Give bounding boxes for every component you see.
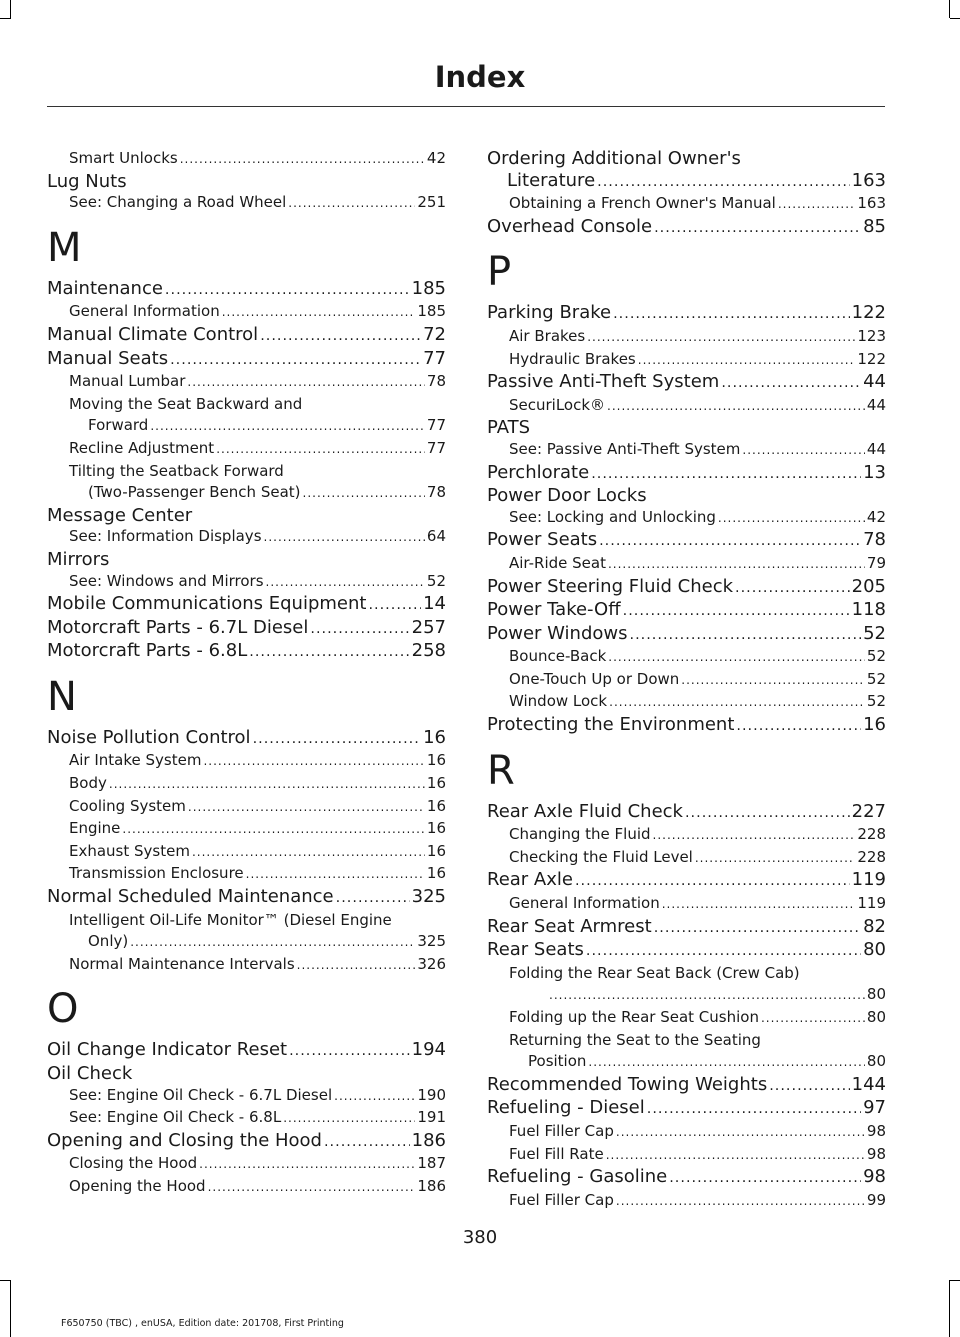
- index-subentry[interactable]: [47, 1107, 446, 1130]
- entry-label: Maintenance: [47, 277, 163, 299]
- index-subentry[interactable]: [487, 439, 886, 462]
- dot-leader: [586, 941, 861, 963]
- page-ref: 325: [411, 886, 446, 908]
- page-ref: 16: [426, 796, 446, 815]
- entry-label: Opening the Hood: [69, 1176, 206, 1195]
- index-entry[interactable]: [487, 576, 886, 600]
- entry-label: Forward: [88, 416, 149, 435]
- page-ref: 42: [426, 149, 446, 167]
- dot-leader: [222, 302, 416, 324]
- index-subentry[interactable]: [47, 750, 446, 773]
- entry-label: Motorcraft Parts - 6.7L Diesel: [47, 616, 309, 638]
- index-subentry[interactable]: [47, 482, 446, 505]
- entry-label: Engine: [69, 819, 121, 838]
- dot-leader: [266, 572, 425, 594]
- entry-label: Passive Anti-Theft System: [487, 371, 720, 393]
- index-subentry[interactable]: [487, 1051, 886, 1074]
- page-ref: 80: [863, 939, 886, 961]
- entry-label: See: Locking and Unlocking: [509, 507, 716, 526]
- entry-label: Fuel Fill Rate: [509, 1144, 604, 1163]
- index-entry[interactable]: [487, 529, 886, 553]
- entry-label: Checking the Fluid Level: [509, 847, 693, 866]
- index-entry[interactable]: [487, 916, 886, 940]
- entry-label: See: Changing a Road Wheel: [69, 193, 287, 212]
- dot-leader: [130, 932, 415, 954]
- section-letter: O: [47, 986, 79, 1033]
- index-entry[interactable]: [47, 617, 446, 641]
- dot-leader: [608, 647, 865, 669]
- index-subentry[interactable]: [47, 931, 446, 954]
- index-subentry[interactable]: [487, 507, 886, 530]
- dot-leader: [591, 464, 861, 486]
- entry-label: See: Engine Oil Check - 6.7L Diesel: [69, 1085, 333, 1104]
- entry-label: Normal Scheduled Maintenance: [47, 886, 334, 908]
- entry-label: Manual Seats: [47, 347, 169, 369]
- entry-label: See: Engine Oil Check - 6.8L: [69, 1108, 282, 1127]
- section-letter: N: [47, 673, 77, 720]
- page-ref: 77: [426, 438, 446, 457]
- dot-leader: [208, 1177, 416, 1199]
- crop-mark: [0, 1280, 11, 1281]
- crop-mark: [10, 0, 11, 18]
- page-ref: 64: [426, 527, 446, 546]
- index-heading: Ordering Additional Owner's: [487, 148, 741, 169]
- page-ref: 191: [417, 1108, 446, 1127]
- dot-leader: [549, 985, 865, 1007]
- page-ref: 98: [866, 1144, 886, 1163]
- page-ref: 16: [426, 864, 446, 883]
- page-ref: 13: [863, 461, 886, 483]
- page-ref: 163: [857, 194, 886, 213]
- section-letter: P: [487, 249, 512, 296]
- entry-label: Cooling System: [69, 796, 186, 815]
- dot-leader: [736, 716, 861, 738]
- index-entry[interactable]: [487, 801, 886, 825]
- index-subentry[interactable]: [47, 1085, 446, 1108]
- entry-label: Mobile Communications Equipment: [47, 593, 367, 615]
- entry-label: Refueling - Gasoline: [487, 1166, 668, 1188]
- page-ref: 78: [426, 372, 446, 391]
- dot-leader: [718, 508, 865, 530]
- page-ref: 119: [851, 869, 886, 891]
- page-ref: 16: [423, 726, 446, 748]
- dot-leader: [609, 692, 865, 714]
- page-ref: 77: [423, 347, 446, 369]
- dot-leader: [109, 774, 425, 796]
- index-subentry: Moving the Seat Backward and: [69, 394, 303, 413]
- dot-leader: [695, 848, 856, 870]
- page-ref: 123: [857, 326, 886, 345]
- index-subentry: Folding the Rear Seat Back (Crew Cab): [509, 963, 800, 982]
- dot-leader: [638, 350, 856, 372]
- entry-label: Exhaust System: [69, 841, 190, 860]
- page-ref: 205: [851, 575, 886, 597]
- page-ref: 52: [863, 622, 886, 644]
- page-ref: 80: [866, 985, 886, 1004]
- dot-leader: [778, 194, 856, 216]
- dot-leader: [735, 578, 850, 600]
- page-ref: 144: [851, 1073, 886, 1095]
- entry-label: Transmission Enclosure: [69, 864, 244, 883]
- index-subentry[interactable]: [487, 193, 886, 216]
- page-ref: 99: [866, 1190, 886, 1209]
- index-subentry[interactable]: [47, 438, 446, 461]
- index-subentry[interactable]: [47, 148, 446, 171]
- dot-leader: [588, 1052, 865, 1074]
- entry-label: Window Lock: [509, 692, 608, 711]
- dot-leader: [608, 554, 865, 576]
- dot-leader: [180, 149, 425, 171]
- index-entry[interactable]: [487, 1074, 886, 1098]
- index-entry[interactable]: [47, 278, 446, 302]
- entry-label: Noise Pollution Control: [47, 726, 251, 748]
- entry-label: Recommended Towing Weights: [487, 1073, 768, 1095]
- dot-leader: [283, 1108, 415, 1130]
- page-ref: 325: [417, 932, 446, 951]
- dot-leader: [685, 803, 850, 825]
- section-letter: R: [487, 747, 515, 794]
- entry-label: Parking Brake: [487, 302, 612, 324]
- index-subentry[interactable]: [487, 395, 886, 418]
- dot-leader: [654, 918, 861, 940]
- page-ref: 52: [866, 647, 886, 666]
- index-entry[interactable]: [487, 599, 886, 623]
- index-entry[interactable]: [47, 1130, 446, 1154]
- page-ref: 258: [411, 640, 446, 662]
- entry-label: Oil Change Indicator Reset: [47, 1039, 288, 1061]
- index-subentry[interactable]: [47, 371, 446, 394]
- entry-label: Position: [528, 1052, 587, 1071]
- dot-leader: [616, 1191, 865, 1213]
- dot-leader: [607, 396, 865, 418]
- index-subentry[interactable]: [47, 796, 446, 819]
- index-subentry[interactable]: [47, 1176, 446, 1199]
- dot-leader: [150, 416, 425, 438]
- entry-label: Fuel Filler Cap: [509, 1190, 614, 1209]
- page-ref: 228: [857, 847, 886, 866]
- dot-leader: [203, 751, 424, 773]
- dot-leader: [742, 440, 865, 462]
- index-entry[interactable]: [487, 714, 886, 738]
- page-ref: 79: [866, 553, 886, 572]
- index-subentry[interactable]: [487, 893, 886, 916]
- entry-label: Power Seats: [487, 529, 598, 551]
- index-subentry[interactable]: [47, 841, 446, 864]
- index-subentry[interactable]: [487, 646, 886, 669]
- index-heading: Power Door Locks: [487, 485, 647, 507]
- dot-leader: [721, 373, 861, 395]
- dot-leader: [761, 1008, 865, 1030]
- page-ref: 52: [426, 571, 446, 590]
- entry-label: Body: [69, 774, 107, 793]
- page-ref: 190: [417, 1085, 446, 1104]
- entry-label: One-Touch Up or Down: [509, 669, 680, 688]
- page-ref: 227: [851, 800, 886, 822]
- entry-label: Fuel Filler Cap: [509, 1121, 614, 1140]
- index-entry[interactable]: [487, 869, 886, 893]
- entry-label: Protecting the Environment: [487, 714, 735, 736]
- index-entry[interactable]: [487, 939, 886, 963]
- index-entry[interactable]: [487, 1097, 886, 1121]
- crop-mark: [949, 0, 950, 18]
- entry-label: Opening and Closing the Hood: [47, 1129, 322, 1151]
- page-ref: 97: [863, 1097, 886, 1119]
- page-ref: 122: [851, 302, 886, 324]
- entry-label: Obtaining a French Owner's Manual: [509, 194, 776, 213]
- dot-leader: [575, 871, 850, 893]
- page-ref: 186: [411, 1129, 446, 1151]
- dot-leader: [199, 1154, 415, 1176]
- index-entry[interactable]: [47, 348, 446, 372]
- page-ref: 118: [851, 599, 886, 621]
- dot-leader: [165, 280, 410, 302]
- index-subentry[interactable]: [47, 415, 446, 438]
- entry-label: Perchlorate: [487, 461, 590, 483]
- dot-leader: [623, 601, 850, 623]
- dot-leader: [310, 619, 409, 641]
- page-ref: 85: [863, 215, 886, 237]
- dot-leader: [681, 670, 865, 692]
- dot-leader: [613, 304, 850, 326]
- index-entry[interactable]: [47, 640, 446, 664]
- dot-leader: [249, 642, 409, 664]
- page-ref: 16: [426, 819, 446, 838]
- dot-leader: [587, 327, 855, 349]
- index-subentry: Returning the Seat to the Seating: [509, 1030, 761, 1049]
- index-subentry[interactable]: [47, 526, 446, 549]
- dot-leader: [216, 439, 425, 461]
- page-ref: 185: [411, 277, 446, 299]
- page-ref: 44: [866, 439, 886, 458]
- page-ref: 16: [863, 714, 886, 736]
- dot-leader: [297, 955, 416, 977]
- dot-leader: [368, 595, 421, 617]
- dot-leader: [303, 483, 425, 505]
- dot-leader: [289, 1041, 410, 1063]
- dot-leader: [654, 218, 861, 240]
- index-subentry[interactable]: [487, 1007, 886, 1030]
- entry-label: Folding up the Rear Seat Cushion: [509, 1008, 759, 1026]
- page-ref: 122: [857, 349, 886, 368]
- dot-leader: [188, 797, 425, 819]
- entry-label: Air-Ride Seat: [509, 553, 606, 572]
- page-ref: 228: [857, 825, 886, 844]
- dot-leader: [653, 825, 856, 847]
- entry-label: See: Information Displays: [69, 527, 262, 546]
- entry-label: See: Windows and Mirrors: [69, 571, 264, 590]
- entry-label: Literature: [507, 169, 596, 191]
- dot-leader: [187, 372, 425, 394]
- entry-label: Power Take-Off: [487, 599, 621, 621]
- dot-leader: [647, 1099, 861, 1121]
- entry-label: Overhead Console: [487, 215, 653, 237]
- index-subentry[interactable]: [487, 847, 886, 870]
- entry-label: See: Passive Anti-Theft System: [509, 439, 741, 458]
- page-ref: 326: [417, 954, 446, 973]
- index-subentry[interactable]: [47, 773, 446, 796]
- index-subentry[interactable]: [487, 824, 886, 847]
- index-entry[interactable]: [487, 462, 886, 486]
- index-subentry[interactable]: [47, 818, 446, 841]
- entry-label: Power Steering Fluid Check: [487, 575, 734, 597]
- index-subentry[interactable]: [487, 691, 886, 714]
- page-ref: 16: [426, 751, 446, 770]
- dot-leader: [324, 1132, 410, 1154]
- index-heading: Lug Nuts: [47, 170, 127, 192]
- index-subentry[interactable]: [487, 1121, 886, 1144]
- entry-label: Only): [88, 932, 129, 951]
- page-ref: 72: [423, 323, 446, 345]
- index-heading: Oil Check: [47, 1063, 133, 1084]
- entry-label: Rear Axle Fluid Check: [487, 800, 683, 822]
- index-column-right: [487, 148, 886, 1212]
- index-subentry[interactable]: [47, 301, 446, 324]
- entry-label: (Two-Passenger Bench Seat): [88, 483, 301, 502]
- page-ref: 185: [417, 302, 446, 321]
- page-ref: 187: [417, 1154, 446, 1173]
- entry-label: Recline Adjustment: [69, 438, 215, 457]
- entry-label: Normal Maintenance Intervals: [69, 954, 295, 973]
- index-entry[interactable]: [487, 371, 886, 395]
- entry-label: Manual Lumbar: [69, 372, 186, 391]
- dot-leader: [288, 193, 415, 215]
- index-entry[interactable]: [487, 216, 886, 240]
- entry-label: Bounce-Back: [509, 647, 607, 666]
- page-ref: 80: [866, 1052, 886, 1071]
- entry-label: Rear Seat Armrest: [487, 915, 652, 937]
- dot-leader: [246, 864, 425, 886]
- index-entry[interactable]: [487, 302, 886, 326]
- index-subentry[interactable]: [487, 1144, 886, 1167]
- page-ref: 77: [426, 416, 446, 435]
- crop-mark: [950, 1280, 960, 1281]
- index-subentry[interactable]: [487, 669, 886, 692]
- entry-label: Manual Climate Control: [47, 323, 259, 345]
- index-subentry[interactable]: [487, 984, 886, 1007]
- entry-label: General Information: [69, 302, 220, 321]
- page-ref: 16: [426, 841, 446, 860]
- index-subentry[interactable]: [47, 1153, 446, 1176]
- entry-label: General Information: [509, 894, 660, 913]
- index-subentry[interactable]: [487, 553, 886, 576]
- entry-label: Rear Seats: [487, 939, 584, 961]
- page-ref: 42: [866, 507, 886, 526]
- dot-leader: [597, 172, 850, 194]
- page-ref: 119: [857, 894, 886, 913]
- index-subentry[interactable]: [487, 1190, 886, 1213]
- crop-mark: [949, 1280, 950, 1337]
- dot-leader: [336, 888, 410, 910]
- dot-leader: [606, 1145, 865, 1167]
- dot-leader: [630, 625, 862, 647]
- index-heading: PATS: [487, 417, 531, 439]
- page-title: Index: [434, 60, 526, 94]
- index-subentry[interactable]: [487, 349, 886, 372]
- index-entry[interactable]: [487, 1166, 886, 1190]
- page-ref: 44: [863, 371, 886, 393]
- crop-mark: [0, 18, 11, 19]
- dot-leader: [192, 842, 425, 864]
- index-heading: Mirrors: [47, 548, 110, 570]
- index-entry[interactable]: [47, 727, 446, 751]
- entry-label: Air Intake System: [69, 751, 202, 770]
- header-divider: [47, 106, 885, 107]
- entry-label: Changing the Fluid: [509, 825, 651, 844]
- section-letter: M: [47, 224, 82, 271]
- page-ref: 78: [426, 483, 446, 502]
- index-subentry[interactable]: [47, 954, 446, 977]
- page-ref: 98: [866, 1121, 886, 1140]
- entry-label: SecuriLock®: [509, 395, 606, 414]
- entry-label: Power Windows: [487, 622, 628, 644]
- index-entry[interactable]: [47, 324, 446, 348]
- page-ref: 251: [417, 193, 446, 212]
- index-entry[interactable]: [487, 170, 886, 194]
- page-ref: 82: [863, 915, 886, 937]
- index-subentry: Intelligent Oil-Life Monitor™ (Diesel Engine: [69, 910, 392, 929]
- page-ref: 52: [866, 692, 886, 711]
- index-entry[interactable]: [487, 623, 886, 647]
- dot-leader: [122, 819, 424, 841]
- dot-leader: [253, 729, 422, 751]
- index-subentry[interactable]: [47, 863, 446, 886]
- index-entry[interactable]: [47, 886, 446, 910]
- edition-footer: F650750 (TBC) , enUSA, Edition date: 201708, First Printing: [61, 1318, 344, 1329]
- entry-label: Closing the Hood: [69, 1154, 198, 1173]
- dot-leader: [616, 1122, 865, 1144]
- page-ref: 194: [411, 1039, 446, 1061]
- page-ref: 186: [417, 1176, 446, 1195]
- dot-leader: [334, 1086, 415, 1108]
- dot-leader: [669, 1168, 861, 1190]
- page-ref: 163: [851, 169, 886, 191]
- index-subentry[interactable]: [47, 571, 446, 594]
- page-ref: 257: [411, 616, 446, 638]
- entry-label: Motorcraft Parts - 6.8L: [47, 640, 248, 662]
- crop-mark: [950, 18, 960, 19]
- page-ref: 80: [866, 1008, 886, 1026]
- dot-leader: [769, 1076, 849, 1098]
- index-column-left: [47, 148, 446, 1199]
- dot-leader: [264, 527, 425, 549]
- entry-label: Smart Unlocks: [69, 149, 178, 167]
- page-ref: 16: [426, 774, 446, 793]
- entry-label: Hydraulic Brakes: [509, 349, 636, 368]
- dot-leader: [170, 350, 421, 372]
- entry-label: Rear Axle: [487, 869, 573, 891]
- index-entry[interactable]: [47, 1039, 446, 1063]
- index-subentry[interactable]: [47, 192, 446, 215]
- page-ref: 44: [866, 395, 886, 414]
- index-subentry: Tilting the Seatback Forward: [69, 461, 284, 480]
- index-heading: Message Center: [47, 504, 193, 526]
- crop-mark: [10, 1280, 11, 1337]
- entry-label: Air Brakes: [509, 326, 586, 345]
- page-ref: 78: [863, 529, 886, 551]
- page-ref: 52: [866, 669, 886, 688]
- entry-label: Refueling - Diesel: [487, 1097, 645, 1119]
- index-subentry[interactable]: [487, 326, 886, 349]
- page-ref: 98: [863, 1166, 886, 1188]
- dot-leader: [260, 326, 421, 348]
- dot-leader: [599, 531, 861, 553]
- dot-leader: [662, 894, 856, 916]
- index-entry[interactable]: [47, 593, 446, 617]
- page-ref: 14: [423, 593, 446, 615]
- page-number: 380: [462, 1227, 498, 1248]
